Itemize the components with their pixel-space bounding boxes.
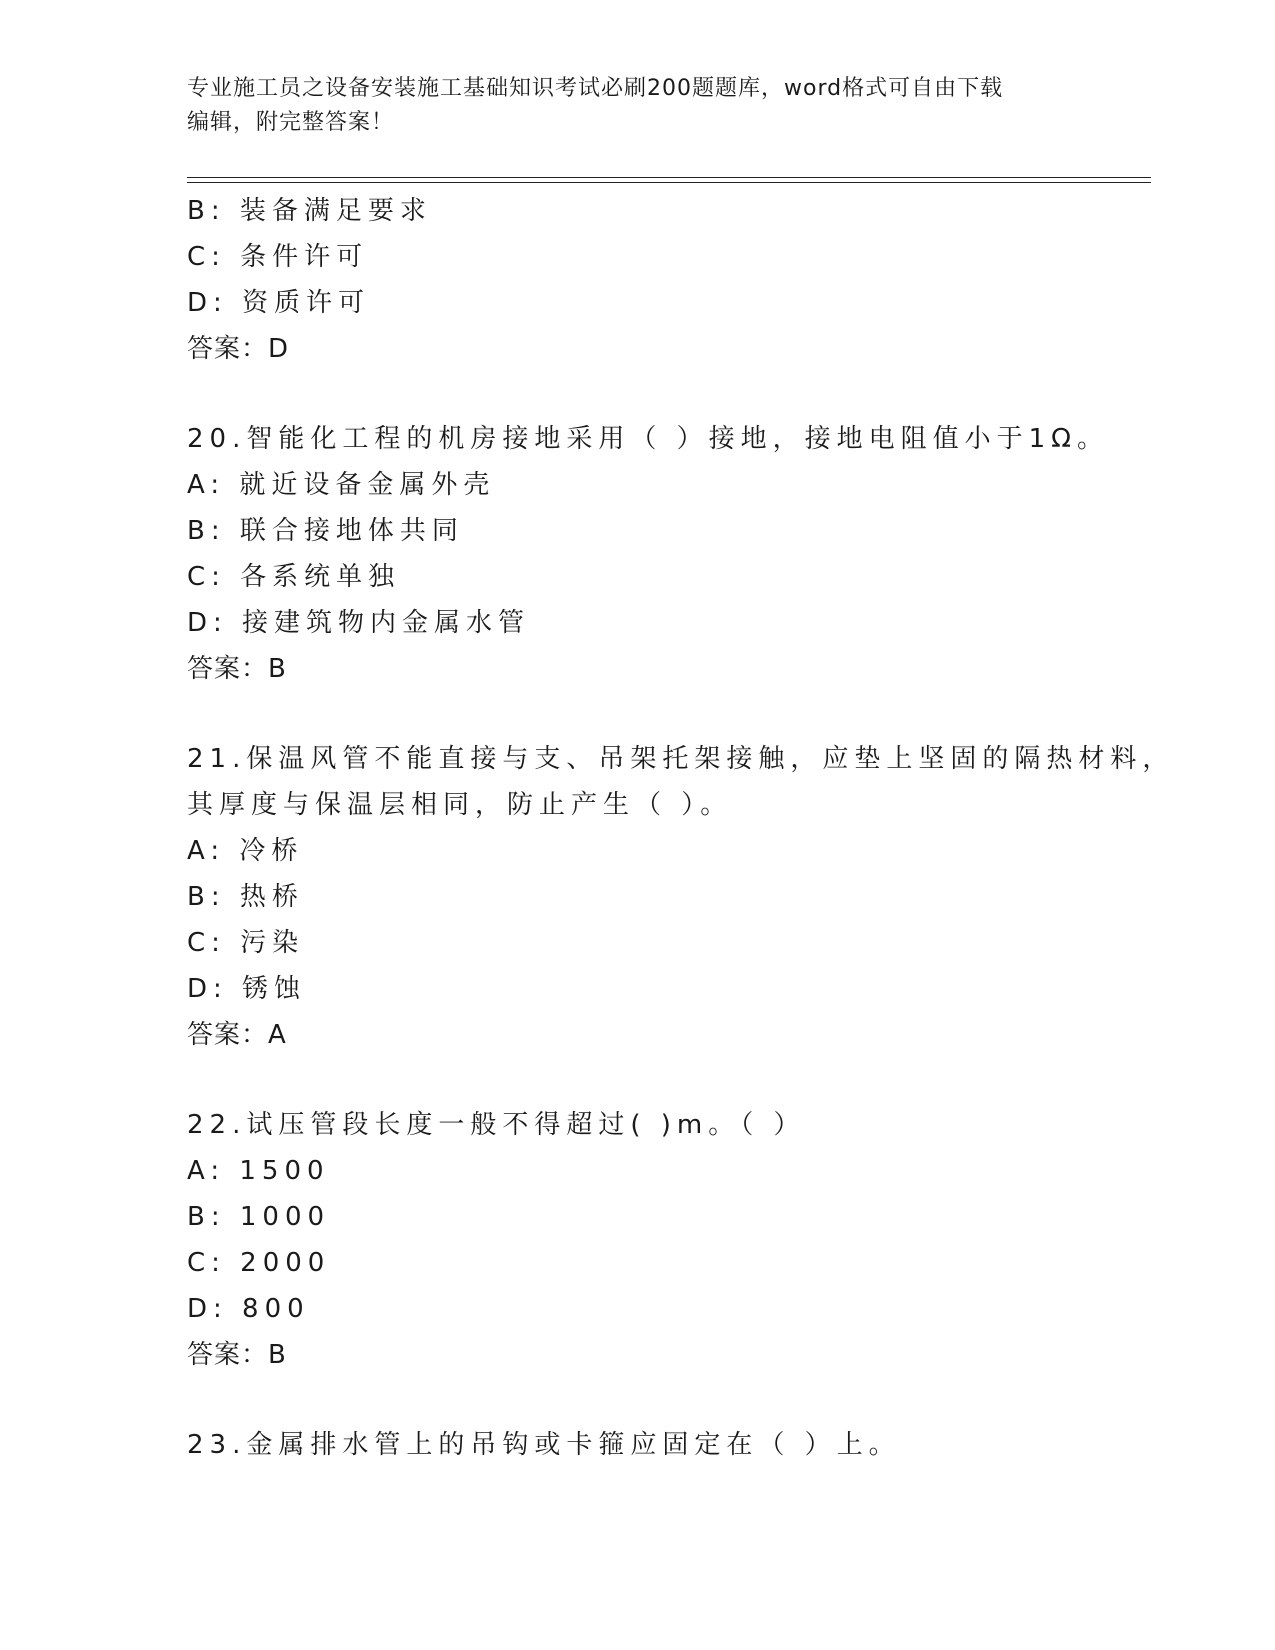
option-a: A: 就近设备金属外壳 <box>187 470 496 500</box>
spacer <box>187 372 1151 416</box>
header-divider-bottom <box>187 182 1151 183</box>
answer: 答案：B <box>187 1340 287 1370</box>
option-b: B: 联合接地体共同 <box>187 516 464 546</box>
answer: 答案：D <box>187 334 290 364</box>
question-23 <box>187 1422 1151 1468</box>
question-19-continued <box>187 188 1151 372</box>
option-c: C: 2000 <box>187 1248 331 1278</box>
option-b: B: 1000 <box>187 1202 331 1232</box>
spacer <box>187 1378 1151 1422</box>
spacer <box>187 692 1151 736</box>
option-a: A: 1500 <box>187 1156 330 1186</box>
option-d: D: 资质许可 <box>187 288 371 318</box>
option-d: D: 接建筑物内金属水管 <box>187 608 531 638</box>
spacer <box>187 1058 1151 1102</box>
question-text-line-1: 21.保温风管不能直接与支、吊架托架接触，应垫上坚固的隔热材料， <box>187 744 1175 774</box>
option-c: C: 条件许可 <box>187 242 369 272</box>
option-d: D: 800 <box>187 1294 310 1324</box>
option-b: B: 热桥 <box>187 882 304 912</box>
question-text-line-2: 其厚度与保温层相同，防止产生（ ）。 <box>187 790 733 820</box>
option-b: B: 装备满足要求 <box>187 196 432 226</box>
header-line-1: 专业施工员之设备安装施工基础知识考试必刷200题题库，word格式可自由下载 <box>187 76 1004 101</box>
option-a: A: 冷桥 <box>187 836 304 866</box>
option-c: C: 污染 <box>187 928 305 958</box>
question-text: 22.试压管段长度一般不得超过( )m。（ ） <box>187 1110 806 1140</box>
question-text: 23.金属排水管上的吊钩或卡箍应固定在（ ）上。 <box>187 1430 901 1460</box>
document-header <box>187 72 1087 140</box>
option-c: C: 各系统单独 <box>187 562 401 592</box>
answer: 答案：A <box>187 1020 287 1050</box>
question-20 <box>187 416 1151 692</box>
question-text: 20.智能化工程的机房接地采用（ ）接地，接地电阻值小于1Ω。 <box>187 424 1110 454</box>
question-22 <box>187 1102 1151 1378</box>
question-21 <box>187 736 1175 1058</box>
header-line-2: 编辑，附完整答案！ <box>187 110 395 135</box>
question-list <box>187 188 1175 1468</box>
option-d: D: 锈蚀 <box>187 974 307 1004</box>
header-divider-top <box>187 177 1151 178</box>
answer: 答案：B <box>187 654 287 684</box>
